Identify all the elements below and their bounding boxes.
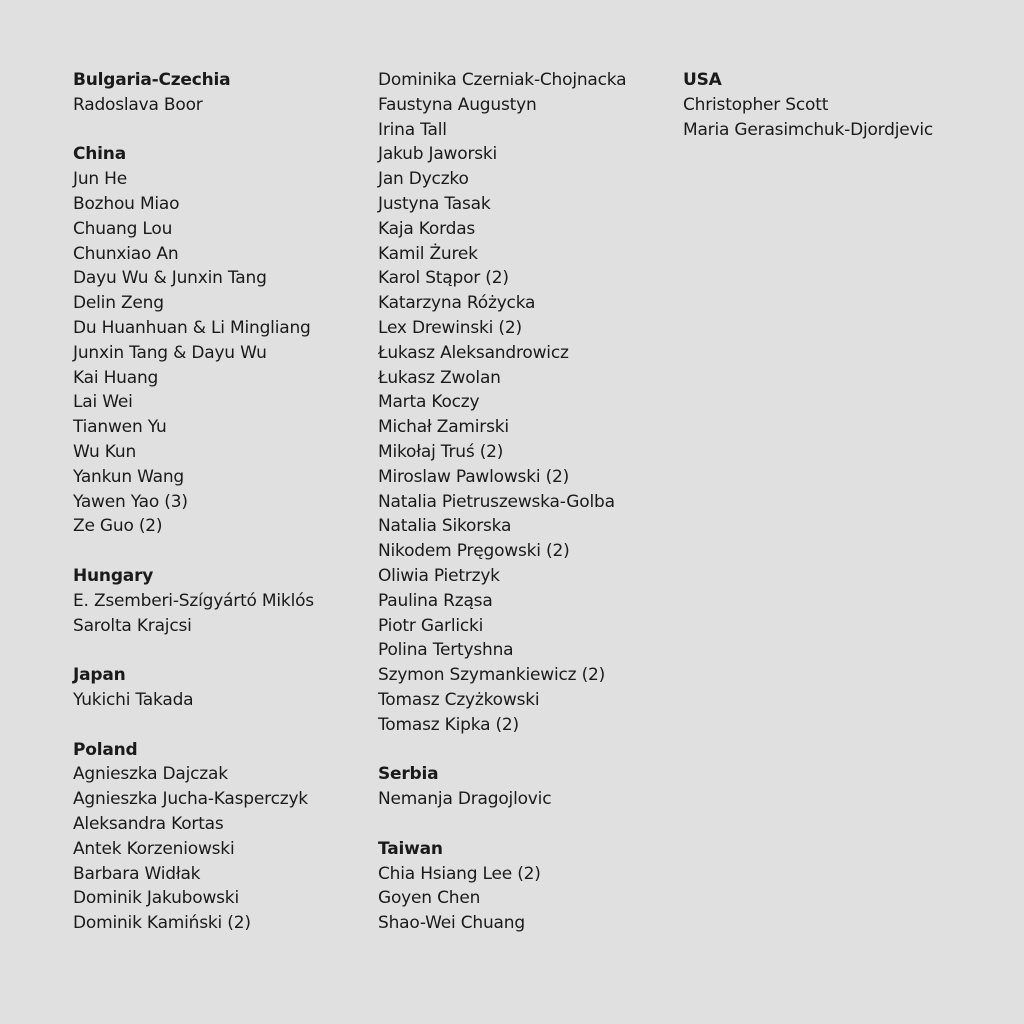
artist-name: Agnieszka Dajczak bbox=[73, 764, 228, 785]
artist-name: Miroslaw Pawlowski (2) bbox=[378, 466, 570, 487]
artist-name: Nemanja Dragojlovic bbox=[378, 789, 552, 810]
artist-name: Lex Drewinski (2) bbox=[378, 317, 522, 338]
artist-name: Jun He bbox=[73, 169, 128, 190]
artist-name: Nikodem Pręgowski (2) bbox=[378, 541, 570, 562]
artist-name: Mikołaj Truś (2) bbox=[378, 441, 504, 462]
artist-name: Junxin Tang & Dayu Wu bbox=[73, 342, 267, 363]
artist-name: Shao-Wei Chuang bbox=[378, 913, 525, 934]
artist-name: Szymon Szymankiewicz (2) bbox=[378, 665, 606, 686]
artist-name: Michał Zamirski bbox=[378, 417, 509, 438]
artist-name: Barbara Widłak bbox=[73, 863, 201, 884]
artist-name: Piotr Garlicki bbox=[378, 615, 484, 636]
artist-name: Chuang Lou bbox=[73, 218, 173, 239]
artist-name: Radoslava Boor bbox=[73, 94, 203, 115]
country-heading: China bbox=[73, 144, 126, 165]
country-heading: Japan bbox=[73, 665, 126, 686]
artist-name: Łukasz Aleksandrowicz bbox=[378, 342, 569, 363]
country-group bbox=[73, 68, 368, 118]
country-heading: Bulgaria-Czechia bbox=[73, 70, 231, 90]
artist-name: Du Huanhuan & Li Mingliang bbox=[73, 317, 311, 338]
column-3 bbox=[683, 68, 983, 167]
artist-name: Tomasz Kipka (2) bbox=[378, 714, 519, 735]
country-heading: Serbia bbox=[378, 764, 439, 785]
artist-name: Dominika Czerniak-Chojnacka bbox=[378, 70, 627, 90]
artist-name: Chunxiao An bbox=[73, 243, 179, 264]
country-heading: Taiwan bbox=[378, 838, 443, 859]
artist-name: Natalia Pietruszewska-Golba bbox=[378, 491, 615, 512]
artist-name: Dayu Wu & Junxin Tang bbox=[73, 268, 267, 289]
artist-name: Wu Kun bbox=[73, 441, 137, 462]
artist-name: Polina Tertyshna bbox=[378, 640, 514, 661]
artist-name: Christopher Scott bbox=[683, 94, 829, 115]
artist-name: Sarolta Krajcsi bbox=[73, 615, 192, 636]
artist-name: Marta Koczy bbox=[378, 392, 480, 413]
artist-name: Tianwen Yu bbox=[73, 417, 167, 438]
country-group bbox=[378, 68, 673, 738]
artist-name: Agnieszka Jucha-Kasperczyk bbox=[73, 789, 308, 810]
artist-name: Dominik Jakubowski bbox=[73, 888, 239, 909]
country-group bbox=[73, 663, 368, 713]
artist-name: Delin Zeng bbox=[73, 293, 164, 314]
artist-name: Lai Wei bbox=[73, 392, 133, 413]
artist-name: Kamil Żurek bbox=[378, 243, 478, 264]
artist-name: Chia Hsiang Lee (2) bbox=[378, 863, 541, 884]
artist-name: Antek Korzeniowski bbox=[73, 838, 235, 859]
artist-name: Kaja Kordas bbox=[378, 218, 476, 239]
artist-name: Kai Huang bbox=[73, 367, 159, 388]
country-group bbox=[73, 142, 368, 539]
artist-name: Faustyna Augustyn bbox=[378, 94, 537, 115]
artist-name: Ze Guo (2) bbox=[73, 516, 163, 537]
artist-name: Goyen Chen bbox=[378, 888, 481, 909]
artist-name: Yukichi Takada bbox=[73, 689, 194, 710]
column-2 bbox=[378, 68, 673, 961]
column-1 bbox=[73, 68, 368, 961]
artist-name: Łukasz Zwolan bbox=[378, 367, 501, 388]
artist-name: Maria Gerasimchuk-Djordjevic bbox=[683, 119, 934, 140]
country-group bbox=[683, 68, 983, 142]
country-group bbox=[73, 564, 368, 638]
country-heading: USA bbox=[683, 70, 722, 90]
artist-name: Yankun Wang bbox=[73, 466, 185, 487]
artist-name: Aleksandra Kortas bbox=[73, 813, 224, 834]
artist-name: Katarzyna Różycka bbox=[378, 293, 536, 314]
artist-name: Jan Dyczko bbox=[378, 169, 469, 190]
country-group bbox=[73, 738, 368, 936]
country-heading: Poland bbox=[73, 739, 138, 760]
artist-name: Dominik Kamiński (2) bbox=[73, 913, 251, 934]
artist-name: E. Zsemberi-Szígyártó Miklós bbox=[73, 590, 314, 611]
artist-name: Justyna Tasak bbox=[378, 193, 491, 214]
artist-name: Jakub Jaworski bbox=[378, 144, 498, 165]
artist-name: Yawen Yao (3) bbox=[73, 491, 188, 512]
artist-name: Bozhou Miao bbox=[73, 193, 180, 214]
artist-name: Tomasz Czyżkowski bbox=[378, 689, 540, 710]
artist-name: Karol Stąpor (2) bbox=[378, 268, 509, 289]
country-heading: Hungary bbox=[73, 565, 154, 586]
country-group bbox=[378, 762, 673, 812]
artist-name: Natalia Sikorska bbox=[378, 516, 512, 537]
artist-name: Oliwia Pietrzyk bbox=[378, 565, 500, 586]
country-group bbox=[378, 837, 673, 936]
artist-name: Paulina Rząsa bbox=[378, 590, 493, 611]
artist-name: Irina Tall bbox=[378, 119, 447, 140]
